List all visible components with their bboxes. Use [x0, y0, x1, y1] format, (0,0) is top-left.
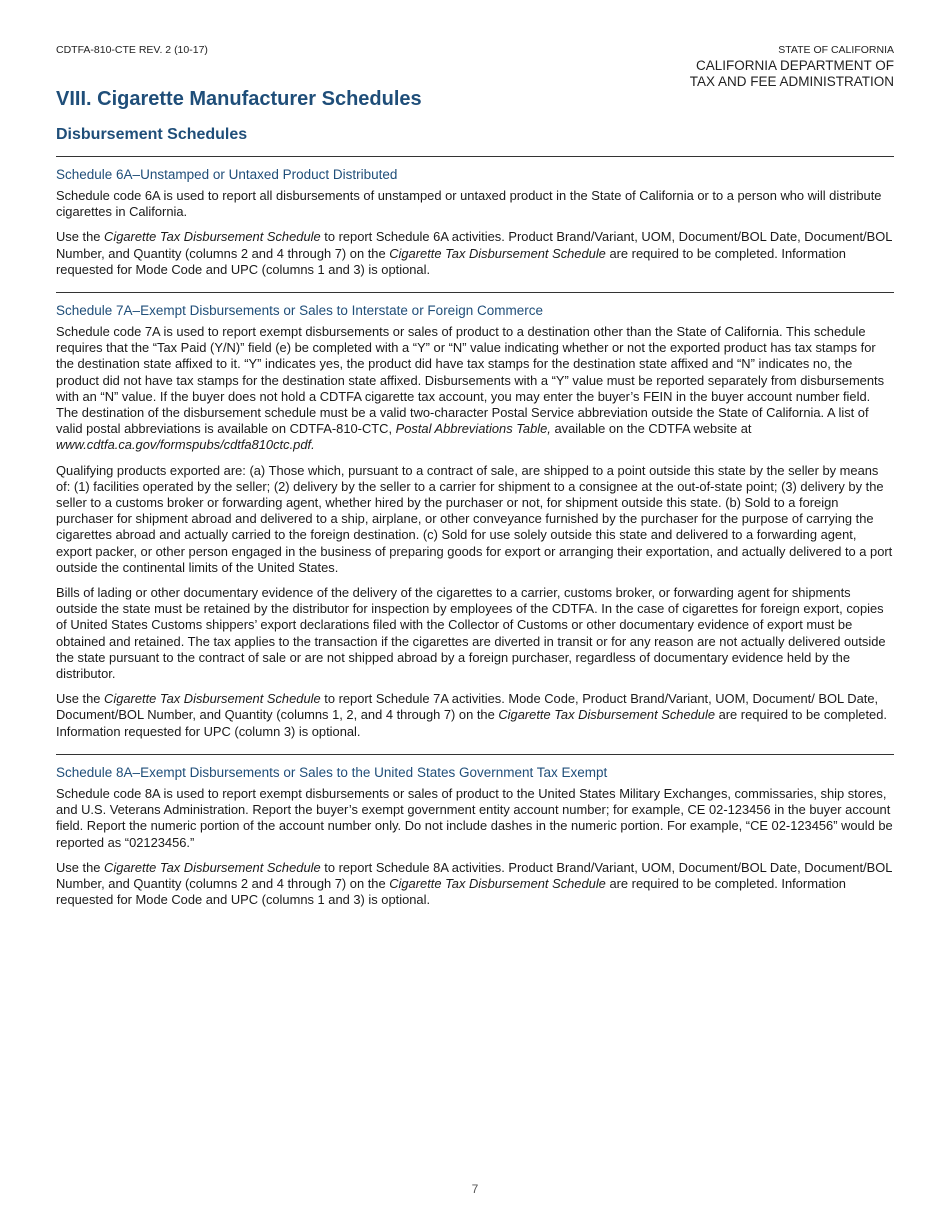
- department-line-2: TAX AND FEE ADMINISTRATION: [689, 74, 894, 89]
- paragraph: Schedule code 6A is used to report all disbursements of unstamped or untaxed product in the State of California or to a person who will distribute cigarettes in California.: [56, 188, 882, 220]
- paragraph: Schedule code 8A is used to report exempt disbursements or sales of product to the United States Military Exchanges, commissaries, ship stores, and U.S. Veterans Administration. Report the buyer’s exempt government entity account number; for example, CE 02-123456 in the buyer account field. Report the numeric portion of the account number only. Do not include dashes in the numeric portion. For example, “CE 02-123456” would be reported as “02123456.”: [56, 785, 893, 850]
- content: [56, 156, 894, 922]
- paragraph: Use the Cigarette Tax Disbursement Schedule to report Schedule 8A activities. Product Brand/Variant, UOM, Document/BOL Date, Document/BOL Number, and Quantity (columns 2 and 4 through 7) on the Cigarette Tax Disbursement Schedule are required to be completed. Information requested for Mode Code and UPC (columns 1 and 3) is optional.: [56, 859, 892, 908]
- state-label: STATE OF CALIFORNIA: [778, 44, 894, 56]
- page-title: VIII. Cigarette Manufacturer Schedules: [56, 88, 422, 110]
- page-subtitle: Disbursement Schedules: [56, 126, 248, 143]
- section-schedule-7a: [56, 292, 894, 740]
- agency-block: [690, 44, 894, 90]
- section-heading: Schedule 7A–Exempt Disbursements or Sales to Interstate or Foreign Commerce: [56, 303, 543, 319]
- document-page: [56, 0, 894, 1230]
- paragraph: Bills of lading or other documentary evidence of the delivery of the cigarettes to a carrier, customs broker, or forwarding agent for shipments outside the state must be retained by the distributor for inspection by employees of the CDTFA. In the case of cigarettes for foreign export, copies of United States Customs shippers’ export declarations filed with the Collector of Customs or other documentary evidence of export must be obtained and retained. The tax applies to the transaction if the cigarettes are diverted in transit or for any reason are not actually delivered outside the state pursuant to the contract of sale or are not shipped abroad by a foreign purchaser, regardless of documentary evidence held by the distributor.: [56, 585, 886, 682]
- section-heading: Schedule 6A–Unstamped or Untaxed Product Distributed: [56, 167, 398, 182]
- paragraph: Schedule code 7A is used to report exempt disbursements or sales of product to a destination other than the State of California. This schedule requires that the “Tax Paid (Y/N)” field (e) be completed with a “Y” or “N” value indicating whether or not the exported product has tax stamps for the destination state affixed to it. “Y” indicates yes, the product did have tax stamps for the destination state affixed and “N” indicates no, the product did not have tax stamps for the destination state affixed. Disbursements with a “Y” value must be reported separately from disbursements with an “N” value. If the buyer does not hold a CDTFA cigarette tax account, you may enter the buyer’s FEIN in the buyer account number field. The destination of the disbursement schedule must be a valid two-character Postal Service abbreviation outside the State of California. A list of valid postal abbreviations is available on CDTFA-810-CTC, Postal Abbreviations Table, available on the CDTFA website at www.cdtfa.ca.gov/formspubs/cdtfa810ctc.pdf.: [56, 324, 885, 453]
- form-id: CDTFA-810-CTE REV. 2 (10-17): [56, 44, 208, 56]
- page-number: 7: [471, 1182, 479, 1196]
- section-schedule-6a: [56, 156, 894, 278]
- paragraph: Use the Cigarette Tax Disbursement Schedule to report Schedule 6A activities. Product Brand/Variant, UOM, Document/BOL Date, Document/BOL Number, and Quantity (columns 2 and 4 through 7) on the Cigarette Tax Disbursement Schedule are required to be completed. Information requested for Mode Code and UPC (columns 1 and 3) is optional.: [56, 229, 892, 277]
- department-line-1: CALIFORNIA DEPARTMENT OF: [695, 58, 894, 73]
- website-link: www.cdtfa.ca.gov/formspubs/cdtfa810ctc.pdf.: [56, 437, 315, 453]
- paragraph: Use the Cigarette Tax Disbursement Schedule to report Schedule 7A activities. Mode Code, Product Brand/Variant, UOM, Document/ BOL Date, Document/BOL Number, and Quantity (columns 1, 2, and 4 through 7) on the Cigarette Tax Disbursement Schedule are required to be completed. Information requested for UPC (column 3) is optional.: [56, 691, 887, 739]
- section-heading: Schedule 8A–Exempt Disbursements or Sales to the United States Government Tax Exempt: [56, 764, 608, 780]
- paragraph: Qualifying products exported are: (a) Those which, pursuant to a contract of sale, are shipped to a point outside this state by the seller by means of: (1) facilities operated by the seller; (2) delivery by the seller to a carrier for shipment to a consignee at the out-of-state point; (3) delivery by the seller to a customs broker or forwarding agent, whether hired by the purchaser or not, for shipment outside this state. (b) Sold to a foreign purchaser for shipment abroad and delivered to a ship, airplane, or other conveyance furnished by the purchaser for the purpose of carrying the cigarettes abroad and actually carried to the foreign destination. (c) Sold for use solely outside this state and delivered to a forwarding agent, export packer, or other person engaged in the business of preparing goods for export or arranging their exportation, and actually delivered to a port outside the continental limits of the United States.: [56, 462, 893, 575]
- section-schedule-8a: [56, 754, 894, 908]
